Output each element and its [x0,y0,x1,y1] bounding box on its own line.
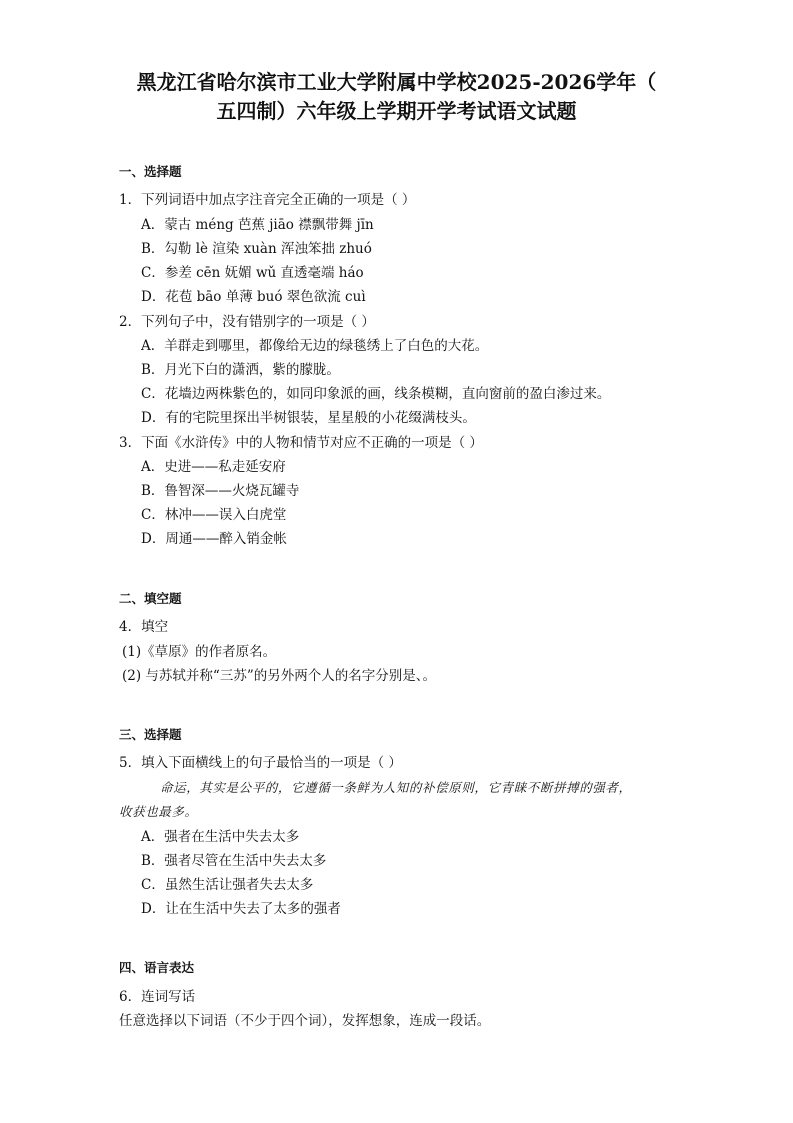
q1-option-c: C．参差 cēn 妩媚 wǔ 直透毫端 háo [141,265,364,281]
exam-title-line2: 五四制）六年级上学期开学考试语文试题 [216,99,577,123]
q6-instruction: 任意选择以下词语（不少于四个词），发挥想象，连成一段话。 [119,1013,491,1029]
exam-title-line1: 黑龙江省哈尔滨市工业大学附属中学校2025-2026学年（ [136,70,657,94]
q2-stem: 2．下列句子中，没有错别字的一项是（ ） [119,314,375,330]
q2-option-b: B．月光下白的潇洒，紫的朦胧。 [141,362,340,378]
section1-heading: 一、选择题 [119,164,182,179]
section4-heading: 四、语言表达 [119,960,195,975]
q3-option-d: D．周通——醉入销金帐 [141,531,287,547]
q5-stem: 5．填入下面横线上的句子最恰当的一项是（ ） [119,755,402,771]
q4-item-2: (2) 与苏轼并称“三苏”的另外两个人的名字分别是、。 [122,668,436,684]
q3-option-a: A．史进——私走延安府 [141,459,286,475]
section2-heading: 二、填空题 [119,591,182,606]
q1-option-b: B．勾勒 lè 渲染 xuàn 浑浊笨拙 zhuó [141,241,372,257]
q4-item-1: (1)《草原》的作者原名。 [122,644,277,660]
q1-option-d: D．花苞 bāo 单薄 buó 翠色欲流 cuì [141,289,366,305]
q2-option-c: C．花墙边两株紫色的，如同印象派的画，线条模糊，直向窗前的盈白渗过来。 [141,386,611,402]
q1-stem: 1．下列词语中加点字注音完全正确的一项是（ ） [119,192,416,208]
q5-option-a: A．强者在生活中失去太多 [141,829,300,845]
q3-option-c: C．林冲——误入白虎堂 [141,507,287,523]
q5-option-b: B．强者尽管在生活中失去太多 [141,853,327,869]
q5-option-d: D．让在生活中失去了太多的强者 [141,901,341,917]
q5-passage-line1: 命运，其实是公平的，它遵循一条鲜为人知的补偿原则，它青睐不断拼搏的强者， [160,780,632,795]
q5-option-c: C．虽然生活让强者失去太多 [141,877,314,893]
q4-stem: 4．填空 [119,619,169,635]
q3-option-b: B．鲁智深——火烧瓦罐寺 [141,483,300,499]
q3-stem: 3．下面《水浒传》中的人物和情节对应不正确的一项是（ ） [119,435,483,451]
q1-option-a: A．蒙古 méng 芭蕉 jiāo 襟飘带舞 jīn [141,217,374,233]
q2-option-a: A．羊群走到哪里，都像给无边的绿毯绣上了白色的大花。 [141,338,489,354]
q2-option-d: D．有的宅院里探出半树银装，星星般的小花缀满枝头。 [141,410,476,426]
section3-heading: 三、选择题 [119,727,182,742]
q6-stem: 6．连词写话 [119,989,196,1005]
q5-passage-line2: 收获也最多。 [119,804,198,819]
